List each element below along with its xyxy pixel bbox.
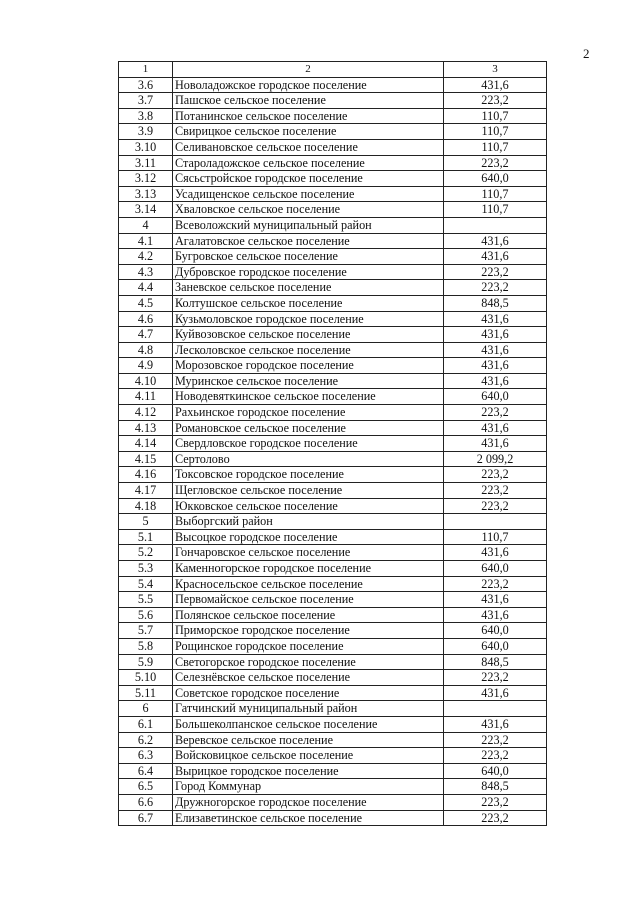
row-number: 5.3 [119,561,173,577]
table-row [119,561,547,577]
table-row [119,186,547,202]
row-number: 5.9 [119,654,173,670]
row-value: 431,6 [444,233,547,249]
table-row [119,405,547,421]
row-number: 3.10 [119,139,173,155]
table-header-row [119,62,547,78]
row-number: 6.2 [119,732,173,748]
row-number: 4.17 [119,483,173,499]
column-header-name: 2 [173,62,444,78]
row-value: 223,2 [444,810,547,826]
row-value: 431,6 [444,327,547,343]
row-name: Пашское сельское поселение [173,93,444,109]
row-number: 6.7 [119,810,173,826]
table-row [119,124,547,140]
table-row [119,779,547,795]
table-row [119,545,547,561]
table-row [119,217,547,233]
row-number: 5.2 [119,545,173,561]
row-number: 4.14 [119,436,173,452]
row-number: 5.1 [119,529,173,545]
row-value: 2 099,2 [444,451,547,467]
page-number: 2 [583,46,590,61]
row-number: 4.10 [119,373,173,389]
table-row [119,607,547,623]
row-name: Дружногорское городское поселение [173,794,444,810]
table-row [119,483,547,499]
row-number: 4.4 [119,280,173,296]
table-row [119,467,547,483]
row-name: Каменногорское городское поселение [173,561,444,577]
row-value: 223,2 [444,576,547,592]
table-row [119,748,547,764]
row-name: Всеволожский муниципальный район [173,217,444,233]
row-name: Гатчинский муниципальный район [173,701,444,717]
row-value: 223,2 [444,155,547,171]
row-number: 4.9 [119,358,173,374]
table-row [119,342,547,358]
table-row [119,373,547,389]
table-row [119,451,547,467]
row-name: Рахьинское городское поселение [173,405,444,421]
row-name: Муринское сельское поселение [173,373,444,389]
row-value: 431,6 [444,716,547,732]
table-row [119,763,547,779]
table-row [119,139,547,155]
row-name: Рощинское городское поселение [173,638,444,654]
row-name: Светогорское городское поселение [173,654,444,670]
row-name: Селивановское сельское поселение [173,139,444,155]
row-name: Юкковское сельское поселение [173,498,444,514]
table-row [119,108,547,124]
table-row [119,576,547,592]
row-name: Войсковицкое сельское поселение [173,748,444,764]
table-row [119,311,547,327]
row-name: Новоладожское городское поселение [173,77,444,93]
row-value: 223,2 [444,483,547,499]
table-row [119,654,547,670]
row-number: 3.6 [119,77,173,93]
row-value: 223,2 [444,498,547,514]
row-name: Дубровское городское поселение [173,264,444,280]
row-value: 640,0 [444,763,547,779]
row-name: Усадищенское сельское поселение [173,186,444,202]
row-value: 431,6 [444,311,547,327]
row-value: 431,6 [444,358,547,374]
row-value: 223,2 [444,405,547,421]
table-row [119,529,547,545]
row-number: 4.12 [119,405,173,421]
row-number: 6.4 [119,763,173,779]
allocation-table [118,61,547,826]
row-value: 640,0 [444,389,547,405]
row-name: Высоцкое городское поселение [173,529,444,545]
row-name: Первомайское сельское поселение [173,592,444,608]
row-value: 110,7 [444,139,547,155]
row-value: 431,6 [444,420,547,436]
row-value: 431,6 [444,249,547,265]
table-row [119,794,547,810]
table-row [119,732,547,748]
table-row [119,358,547,374]
table-row [119,638,547,654]
row-name: Морозовское городское поселение [173,358,444,374]
row-number: 5.11 [119,685,173,701]
row-number: 5.4 [119,576,173,592]
row-name: Елизаветинское сельское поселение [173,810,444,826]
row-name: Бугровское сельское поселение [173,249,444,265]
row-value: 223,2 [444,93,547,109]
row-value: 223,2 [444,280,547,296]
row-value: 110,7 [444,529,547,545]
table-row [119,498,547,514]
row-name: Вырицкое городское поселение [173,763,444,779]
row-number: 4.8 [119,342,173,358]
row-number: 5.8 [119,638,173,654]
row-number: 3.7 [119,93,173,109]
row-value: 848,5 [444,779,547,795]
row-value: 431,6 [444,685,547,701]
row-value: 431,6 [444,373,547,389]
row-name: Веревское сельское поселение [173,732,444,748]
row-name: Агалатовское сельское поселение [173,233,444,249]
row-name: Колтушское сельское поселение [173,295,444,311]
row-value: 223,2 [444,467,547,483]
row-name: Хваловское сельское поселение [173,202,444,218]
row-name: Полянское сельское поселение [173,607,444,623]
row-value: 431,6 [444,436,547,452]
row-name: Гончаровское сельское поселение [173,545,444,561]
row-number: 4 [119,217,173,233]
row-number: 3.9 [119,124,173,140]
table-row [119,327,547,343]
table-row [119,93,547,109]
row-name: Свердловское городское поселение [173,436,444,452]
row-value: 640,0 [444,638,547,654]
row-name: Лесколовское сельское поселение [173,342,444,358]
row-number: 6.1 [119,716,173,732]
table-row [119,389,547,405]
table-row [119,701,547,717]
row-value: 223,2 [444,732,547,748]
row-name: Куйвозовское сельское поселение [173,327,444,343]
row-number: 4.6 [119,311,173,327]
row-name: Приморское городское поселение [173,623,444,639]
row-value: 223,2 [444,670,547,686]
table-row [119,264,547,280]
row-name: Романовское сельское поселение [173,420,444,436]
row-name: Токсовское городское поселение [173,467,444,483]
row-value: 431,6 [444,607,547,623]
table-row [119,623,547,639]
row-value: 110,7 [444,108,547,124]
table-row [119,670,547,686]
row-number: 6.6 [119,794,173,810]
row-number: 4.1 [119,233,173,249]
row-number: 3.11 [119,155,173,171]
row-value [444,217,547,233]
table-row [119,295,547,311]
column-header-number: 1 [119,62,173,78]
row-value: 431,6 [444,342,547,358]
row-value: 223,2 [444,264,547,280]
table-row [119,716,547,732]
row-name: Щегловское сельское поселение [173,483,444,499]
table-row [119,155,547,171]
row-name: Новодевяткинское сельское поселение [173,389,444,405]
row-number: 5.5 [119,592,173,608]
row-number: 4.18 [119,498,173,514]
row-number: 6.5 [119,779,173,795]
table-row [119,171,547,187]
row-number: 6.3 [119,748,173,764]
table-row [119,420,547,436]
row-number: 4.5 [119,295,173,311]
row-number: 5.10 [119,670,173,686]
table-row [119,202,547,218]
row-name: Красносельское сельское поселение [173,576,444,592]
table-row [119,77,547,93]
row-name: Город Коммунар [173,779,444,795]
row-value: 223,2 [444,748,547,764]
row-value: 848,5 [444,295,547,311]
row-name: Староладожское сельское поселение [173,155,444,171]
row-name: Селезнёвское сельское поселение [173,670,444,686]
row-number: 5.7 [119,623,173,639]
row-number: 4.3 [119,264,173,280]
row-number: 4.15 [119,451,173,467]
row-number: 4.7 [119,327,173,343]
row-value [444,514,547,530]
row-name: Выборгский район [173,514,444,530]
table-row [119,514,547,530]
row-value: 640,0 [444,561,547,577]
row-name: Свирицкое сельское поселение [173,124,444,140]
row-value [444,701,547,717]
table-row [119,592,547,608]
table-row [119,436,547,452]
row-number: 4.11 [119,389,173,405]
row-name: Потанинское сельское поселение [173,108,444,124]
table-row [119,685,547,701]
table-row [119,810,547,826]
row-name: Заневское сельское поселение [173,280,444,296]
row-value: 110,7 [444,186,547,202]
row-number: 4.13 [119,420,173,436]
row-name: Сясьстройское городское поселение [173,171,444,187]
row-value: 431,6 [444,592,547,608]
row-value: 848,5 [444,654,547,670]
row-value: 431,6 [444,77,547,93]
row-number: 4.2 [119,249,173,265]
table-row [119,233,547,249]
row-value: 110,7 [444,124,547,140]
row-number: 5.6 [119,607,173,623]
row-number: 3.8 [119,108,173,124]
row-value: 431,6 [444,545,547,561]
row-number: 3.13 [119,186,173,202]
row-name: Советское городское поселение [173,685,444,701]
row-value: 223,2 [444,794,547,810]
row-number: 5 [119,514,173,530]
row-number: 3.14 [119,202,173,218]
row-value: 640,0 [444,623,547,639]
row-name: Кузьмоловское городское поселение [173,311,444,327]
row-value: 640,0 [444,171,547,187]
row-number: 3.12 [119,171,173,187]
table-row [119,249,547,265]
row-name: Сертолово [173,451,444,467]
row-value: 110,7 [444,202,547,218]
row-name: Большеколпанское сельское поселение [173,716,444,732]
table-row [119,280,547,296]
row-number: 4.16 [119,467,173,483]
column-header-value: 3 [444,62,547,78]
row-number: 6 [119,701,173,717]
